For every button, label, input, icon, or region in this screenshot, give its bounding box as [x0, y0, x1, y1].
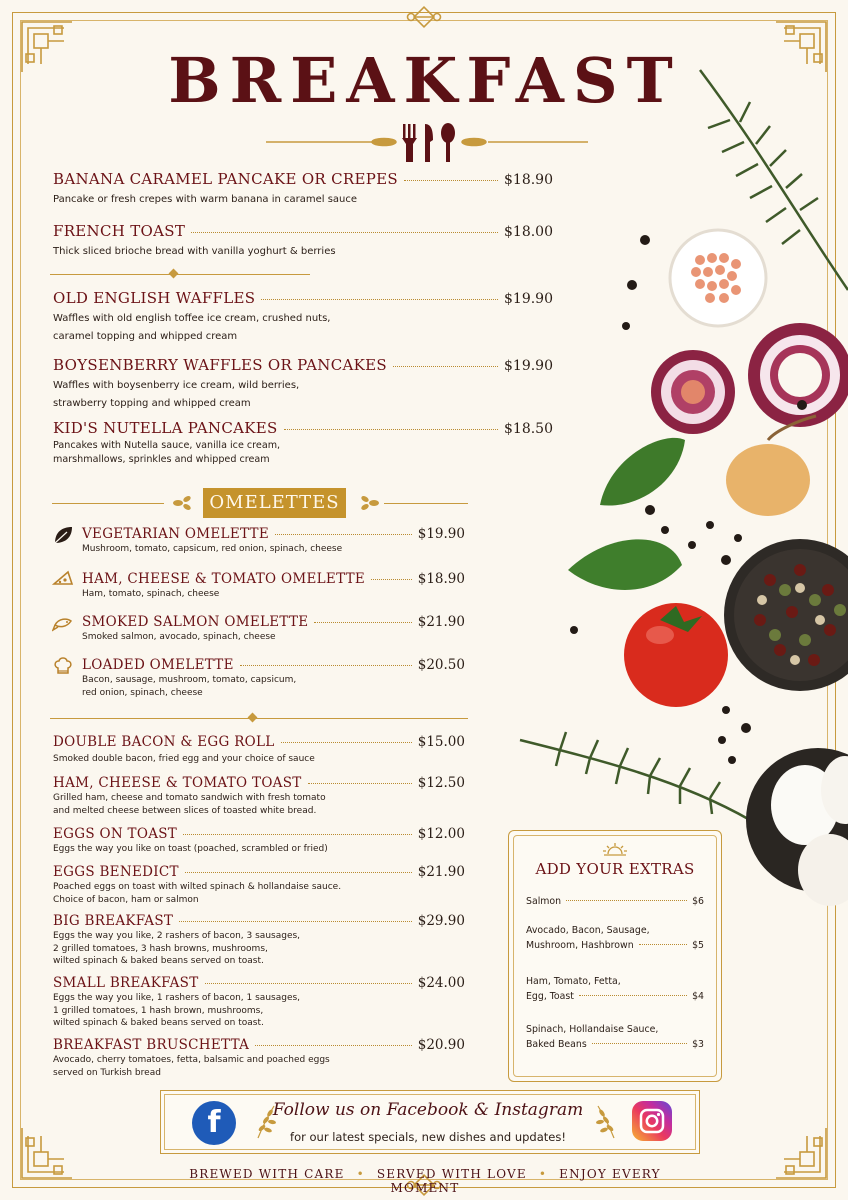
- item-price: $19.90: [504, 358, 553, 374]
- corner-ornament-icon: [772, 1124, 830, 1182]
- item-price: $19.90: [504, 291, 553, 307]
- extras-price: $4: [692, 991, 704, 1002]
- item-name: BOYSENBERRY WAFFLES OR PANCAKES: [53, 356, 387, 374]
- basil-leaf-icon: [568, 438, 685, 590]
- section-divider: [384, 503, 468, 504]
- item-price: $18.50: [504, 421, 553, 437]
- facebook-icon[interactable]: f: [192, 1101, 236, 1145]
- item-description: Eggs the way you like on toast (poached, scrambled or fried): [53, 844, 328, 854]
- leaf-icon: [52, 524, 74, 546]
- omelettes-banner: OMELETTES: [203, 488, 346, 518]
- dot-leader: [185, 872, 412, 873]
- chef-hat-icon: [52, 655, 74, 677]
- extras-item: Avocado, Bacon, Sausage, Mushroom, Hashbrown $5: [526, 925, 704, 951]
- corner-ornament-icon: [18, 18, 76, 76]
- social-follow-text: Follow us on Facebook & Instagram: [272, 1100, 584, 1120]
- dot-leader: [261, 299, 498, 300]
- social-subtext: for our latest specials, new dishes and updates!: [290, 1130, 566, 1144]
- dot-leader: [566, 900, 687, 901]
- menu-item: [53, 826, 465, 856]
- extras-item: Salmon $6: [526, 896, 704, 907]
- dot-leader: [275, 534, 412, 535]
- item-name: EGGS ON TOAST: [53, 826, 178, 842]
- item-price: $12.00: [417, 826, 465, 842]
- flourish-left-icon: [172, 494, 194, 512]
- section-divider: [50, 718, 468, 719]
- extras-title: ADD YOUR EXTRAS: [535, 860, 695, 878]
- dot-leader: [314, 622, 411, 623]
- dot-leader: [183, 834, 412, 835]
- item-price: $20.50: [417, 657, 465, 673]
- flourish-right-icon: [358, 494, 380, 512]
- dot-leader: [404, 180, 498, 181]
- item-description: Poached eggs on toast with wilted spinach & hollandaise sauce. Choice of bacon, ham or salmon: [53, 882, 342, 905]
- item-name: OLD ENGLISH WAFFLES: [53, 289, 256, 307]
- sunrise-icon: [602, 842, 628, 856]
- item-price: $12.50: [417, 775, 465, 791]
- item-price: $21.90: [417, 864, 465, 880]
- fish-icon: [52, 612, 74, 634]
- menu-item: [53, 864, 465, 906]
- item-description: Avocado, cherry tomatoes, fetta, balsamic and poached eggs served on Turkish bread: [53, 1055, 330, 1078]
- tagline-separator: •: [356, 1167, 365, 1181]
- knot-ornament-icon: [406, 4, 442, 30]
- menu-item: [53, 975, 465, 1030]
- extras-item: Ham, Tomato, Fetta, Egg, Toast $4: [526, 976, 704, 1002]
- omelette-item: [82, 614, 465, 644]
- onion-icon: [651, 323, 848, 434]
- menu-item: [53, 222, 553, 261]
- item-description: Pancakes with Nutella sauce, vanilla ice cream, marshmallows, sprinkles and whipped cream: [53, 440, 281, 465]
- dot-leader: [308, 783, 412, 784]
- menu-item: [53, 1037, 465, 1079]
- item-name: LOADED OMELETTE: [82, 657, 234, 673]
- item-description: Waffles with old english toffee ice cream, crushed nuts, caramel topping and whipped cream: [53, 313, 331, 342]
- item-name: FRENCH TOAST: [53, 222, 186, 240]
- omelette-item: [82, 657, 465, 699]
- menu-item: [53, 419, 553, 467]
- dot-leader: [191, 232, 498, 233]
- dot-leader: [281, 742, 412, 743]
- item-description: Smoked salmon, avocado, spinach, cheese: [82, 632, 276, 642]
- dot-leader: [179, 921, 412, 922]
- dot-leader: [393, 366, 498, 367]
- social-banner: [160, 1090, 700, 1154]
- dot-leader: [592, 1043, 687, 1044]
- section-divider: [52, 503, 164, 504]
- item-description: Ham, tomato, spinach, cheese: [82, 589, 220, 599]
- item-name: HAM, CHEESE & TOMATO TOAST: [53, 775, 302, 791]
- cheese-icon: [52, 568, 74, 590]
- item-name: BIG BREAKFAST: [53, 913, 174, 929]
- instagram-icon[interactable]: [632, 1101, 672, 1141]
- dot-leader: [639, 944, 687, 945]
- section-divider: [50, 274, 310, 275]
- item-name: DOUBLE BACON & EGG ROLL: [53, 734, 275, 750]
- dot-leader: [240, 665, 412, 666]
- item-name: EGGS BENEDICT: [53, 864, 179, 880]
- footer-tagline: BREWED WITH CARE • SERVED WITH LOVE • ENJOY EVERY MOMENT: [189, 1167, 661, 1195]
- dot-leader: [579, 995, 687, 996]
- item-description: Thick sliced brioche bread with vanilla yoghurt & berries: [53, 246, 336, 257]
- dot-leader: [371, 579, 412, 580]
- item-description: Smoked double bacon, fried egg and your choice of sauce: [53, 754, 315, 764]
- instagram-glyph-icon: [632, 1101, 672, 1141]
- item-price: $29.90: [417, 913, 465, 929]
- item-name: SMOKED SALMON OMELETTE: [82, 614, 309, 630]
- peppercorn-bowl-icon: [724, 539, 848, 691]
- garlic-onion-icon: [726, 416, 816, 516]
- item-name: BREAKFAST BRUSCHETTA: [53, 1037, 250, 1053]
- omelette-item: [82, 526, 465, 556]
- dot-leader: [284, 429, 498, 430]
- item-price: $18.00: [504, 224, 553, 240]
- seed-bowl-icon: [670, 230, 766, 326]
- item-description: Eggs the way you like, 1 rashers of bacon, 1 sausages, 1 grilled tomatoes, 1 hash brown, mushrooms, wilted spinach & baked beans served on toast.: [53, 993, 301, 1028]
- egg-bowl-icon: [746, 748, 848, 906]
- item-description: Eggs the way you like, 2 rashers of bacon, 3 sausages, 2 grilled tomatoes, 3 hash browns, mushrooms, wilted spinach & baked beans served on toast.: [53, 931, 301, 966]
- item-description: Bacon, sausage, mushroom, tomato, capsicum, red onion, spinach, cheese: [82, 675, 297, 698]
- item-name: BANANA CARAMEL PANCAKE OR CREPES: [53, 170, 398, 188]
- extras-price: $6: [692, 896, 704, 907]
- item-description: Mushroom, tomato, capsicum, red onion, spinach, cheese: [82, 544, 343, 554]
- menu-item: [53, 170, 553, 209]
- corner-ornament-icon: [18, 1124, 76, 1182]
- item-price: $19.90: [417, 526, 465, 542]
- extras-price: $5: [692, 940, 704, 951]
- item-description: Waffles with boysenberry ice cream, wild berries, strawberry topping and whipped cream: [53, 380, 300, 409]
- omelette-item: [82, 571, 465, 601]
- item-name: KID'S NUTELLA PANCAKES: [53, 419, 278, 437]
- menu-item: [53, 356, 553, 413]
- item-description: Grilled ham, cheese and tomato sandwich with fresh tomato and melted cheese between slices of toasted white bread.: [53, 793, 326, 816]
- dot-leader: [205, 983, 412, 984]
- item-price: $18.90: [504, 172, 553, 188]
- item-name: VEGETARIAN OMELETTE: [82, 526, 269, 542]
- dot-leader: [255, 1045, 412, 1046]
- extras-box: [508, 830, 722, 1082]
- extras-item: Spinach, Hollandaise Sauce, Baked Beans $3: [526, 1024, 704, 1050]
- menu-item: [53, 734, 465, 766]
- item-price: $20.90: [417, 1037, 465, 1053]
- item-price: $18.90: [417, 571, 465, 587]
- menu-item: [53, 775, 465, 817]
- tomato-icon: [624, 603, 728, 707]
- page-title: BREAKFAST: [168, 44, 682, 117]
- item-price: $21.90: [417, 614, 465, 630]
- item-name: SMALL BREAKFAST: [53, 975, 199, 991]
- item-price: $24.00: [417, 975, 465, 991]
- item-description: Pancake or fresh crepes with warm banana in caramel sauce: [53, 194, 358, 205]
- menu-item: [53, 289, 553, 346]
- item-price: $15.00: [417, 734, 465, 750]
- cutlery-divider-icon: [262, 120, 592, 166]
- item-name: HAM, CHEESE & TOMATO OMELETTE: [82, 571, 366, 587]
- tagline-separator: •: [538, 1167, 548, 1181]
- menu-item: [53, 913, 465, 968]
- extras-price: $3: [692, 1039, 704, 1050]
